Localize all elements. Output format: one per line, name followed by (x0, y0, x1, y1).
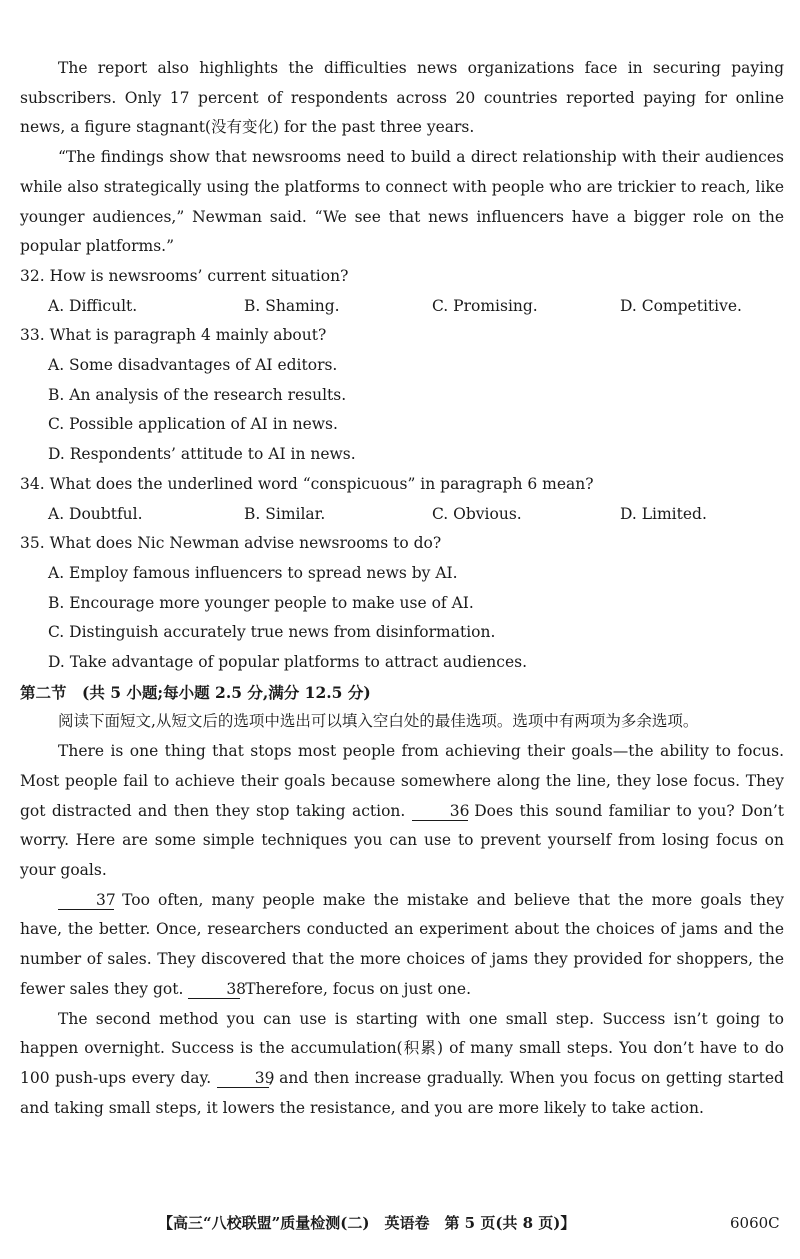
option: B. An analysis of the research results. (48, 385, 347, 404)
option: B. Shaming. (244, 296, 340, 315)
blank-38: 38 (188, 980, 240, 999)
option: C. Possible application of AI in news. (48, 415, 338, 434)
option: C. Promising. (432, 296, 538, 315)
option: D. Respondents’ attitude to AI in news. (48, 445, 356, 464)
option: A. Difficult. (48, 296, 138, 315)
passage-text: The second method you can use is starting with one small step. Success isn’t going to happen overnight. Success is the accumulation(积累) of many small steps. You don’t have to do 100 push-ups every day. (20, 1009, 784, 1087)
passage-text: , and then increase gradually. When you focus on getting started and taking small steps, it lowers the resistance, and you are more likely to take action. (20, 1068, 784, 1117)
option: C. Obvious. (432, 504, 522, 523)
option: D. Limited. (620, 504, 707, 523)
question-stem: 32. How is newsrooms’ current situation? (20, 266, 349, 285)
option-row (20, 292, 784, 322)
question-stem: 34. What does the underlined word “conspicuous” in paragraph 6 mean? (20, 474, 594, 493)
passage-paragraph: “The findings show that newsrooms need to build a direct relationship with their audiences while also strategically using the platforms to connect with people who are trickier to reach, like younger audiences,” Newman said. “We see that news influencers have a bigger role on the popular platforms.” (20, 148, 784, 256)
passage-paragraph: The report also highlights the difficulties news organizations face in securing paying subscribers. Only 17 percent of respondents across 20 countries reported paying for online news, a figure stagnant(没有变化) for the past three years. (20, 59, 784, 137)
option: C. Distinguish accurately true news from disinformation. (48, 623, 496, 642)
question-stem: 33. What is paragraph 4 mainly about? (20, 326, 327, 345)
passage-text: Does this sound familiar to you? Don’t worry. Here are some simple techniques you can use to prevent yourself from losing focus on your goals. (20, 801, 784, 879)
option: D. Take advantage of popular platforms to attract audiences. (48, 653, 527, 672)
passage-text: Therefore, focus on just one. (245, 979, 471, 998)
exam-page (20, 54, 784, 1123)
option: A. Some disadvantages of AI editors. (48, 356, 338, 375)
section-instruction: 阅读下面短文,从短文后的选项中选出可以填入空白处的最佳选项。选项中有两项为多余选项。 (58, 712, 699, 731)
passage-paragraph (20, 737, 784, 886)
option-row (20, 500, 784, 530)
passage-paragraph (20, 1005, 784, 1124)
option: B. Encourage more younger people to make use of AI. (48, 593, 474, 612)
passage-paragraph (20, 886, 784, 1005)
blank-37: 37 (58, 891, 114, 910)
option: A. Employ famous influencers to spread news by AI. (48, 563, 458, 582)
footer-title: 【高三“八校联盟”质量检测(二) 英语卷 第 5 页(共 8 页)】 (158, 1214, 576, 1232)
passage-text: There is one thing that stops most people from achieving their goals—the ability to focus. Most people fail to achieve their goals because somewhere along the line, they lose focus. They got distracted and then they stop taking action. (20, 742, 784, 820)
question-stem: 35. What does Nic Newman advise newsrooms to do? (20, 534, 442, 553)
paper-code: 6060C (730, 1214, 780, 1232)
blank-36: 36 (412, 802, 468, 821)
section-heading: 第二节 (共 5 小题;每小题 2.5 分,满分 12.5 分) (20, 682, 371, 702)
passage-text: Too often, many people make the mistake and believe that the more goals they have, the better. Once, researchers conducted an experiment about the choices of jams and the number of sales. They discovered that the more choices of jams they provided for shoppers, the fewer sales they got. (20, 890, 784, 998)
blank-39: 39 (217, 1069, 269, 1088)
option: B. Similar. (244, 504, 326, 523)
option: A. Doubtful. (48, 504, 143, 523)
option: D. Competitive. (620, 296, 742, 315)
